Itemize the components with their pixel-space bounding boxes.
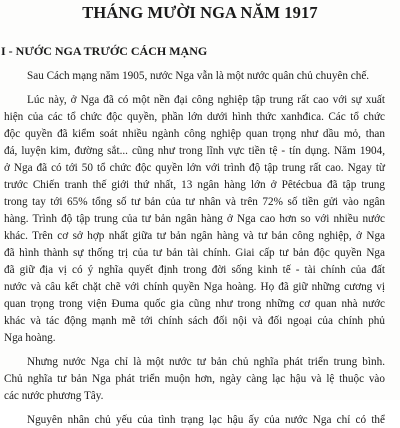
paragraph-line: đá, luyện kim, đường sắt... cũng như trong lĩnh vực tiền tệ - tín dụng. Năm 1904, bbox=[4, 145, 385, 157]
paragraph-line: quan trọng trong viện Đuma quốc gia cũng như trong những cơ quan nhà nước bbox=[4, 298, 385, 310]
paragraph-line: hiện của các tổ chức độc quyền, phần lớn dưới hình thức xanhđica. Các tổ chức bbox=[4, 111, 385, 123]
section-heading: I - NƯỚC NGA TRƯỚC CÁCH MẠNG bbox=[1, 44, 208, 58]
paragraph-line: khác. Trên cơ sở hợp nhất giữa tư bản ngân hàng và tư bản công nghiệp, ở Nga bbox=[4, 230, 385, 242]
paragraph-line: đã hình thành sự thống trị của tư bản tài chính. Giai cấp tư bản độc quyền Nga bbox=[4, 247, 385, 259]
paragraph-line: độc quyền đã kiểm soát nhiều ngành công nghiệp quan trọng như dầu mỏ, than bbox=[4, 128, 385, 140]
paragraph-line: đã giữ địa vị có ý nghĩa quyết định trong đời sống kinh tế - tài chính của đất bbox=[4, 264, 385, 276]
paragraph-line: ở Nga đã có tới 50 tổ chức độc quyền lớn với trình độ tập trung rất cao. Ngay từ bbox=[4, 162, 385, 174]
paragraph-line: nước và câu kết chặt chẽ với chính quyền Nga hoàng. Họ đã giữ những cương vị bbox=[4, 281, 385, 293]
paragraph-line: trong tay tới 65% tổng số tư bản của tư nhân và trên 72% số tiền gửi vào ngân bbox=[4, 196, 385, 208]
paragraph-line: Lúc này, ở Nga đã có một nền đại công nghiệp tập trung rất cao với sự xuất bbox=[27, 94, 385, 106]
paragraph-line: Sau Cách mạng năm 1905, nước Nga vẫn là một nước quân chủ chuyên chế. bbox=[27, 70, 370, 82]
paragraph-line: Chủ nghĩa tư bản Nga phát triển muộn hơn, ngày càng lạc hậu và lệ thuộc vào bbox=[4, 373, 385, 385]
paragraph-line: Nga hoàng. bbox=[4, 332, 56, 344]
paragraph-line: trước Chiến tranh thế giới thứ nhất, 13 ngân hàng lớn ở Pêtécbua đã tập trung bbox=[4, 179, 385, 191]
paragraph-line: Nhưng nước Nga chỉ là một nước tư bản chủ nghĩa phát triển trung bình. bbox=[27, 356, 385, 368]
paragraph-line: khác và tác động mạnh mẽ tới chính sách đối nội và đối ngoại của chính phủ bbox=[4, 315, 385, 327]
paragraph-line: các nước phương Tây. bbox=[4, 390, 104, 402]
paragraph-line: hàng. Trình độ tập trung của tư bản ngân hàng ở Nga cao hơn so với nhiều nước bbox=[4, 213, 385, 225]
paragraph-line: Nguyên nhân chủ yếu của tình trạng lạc hậu ấy của nước Nga chỉ có thể bbox=[27, 414, 385, 426]
page-title: THÁNG MƯỜI NGA NĂM 1917 bbox=[82, 3, 318, 22]
